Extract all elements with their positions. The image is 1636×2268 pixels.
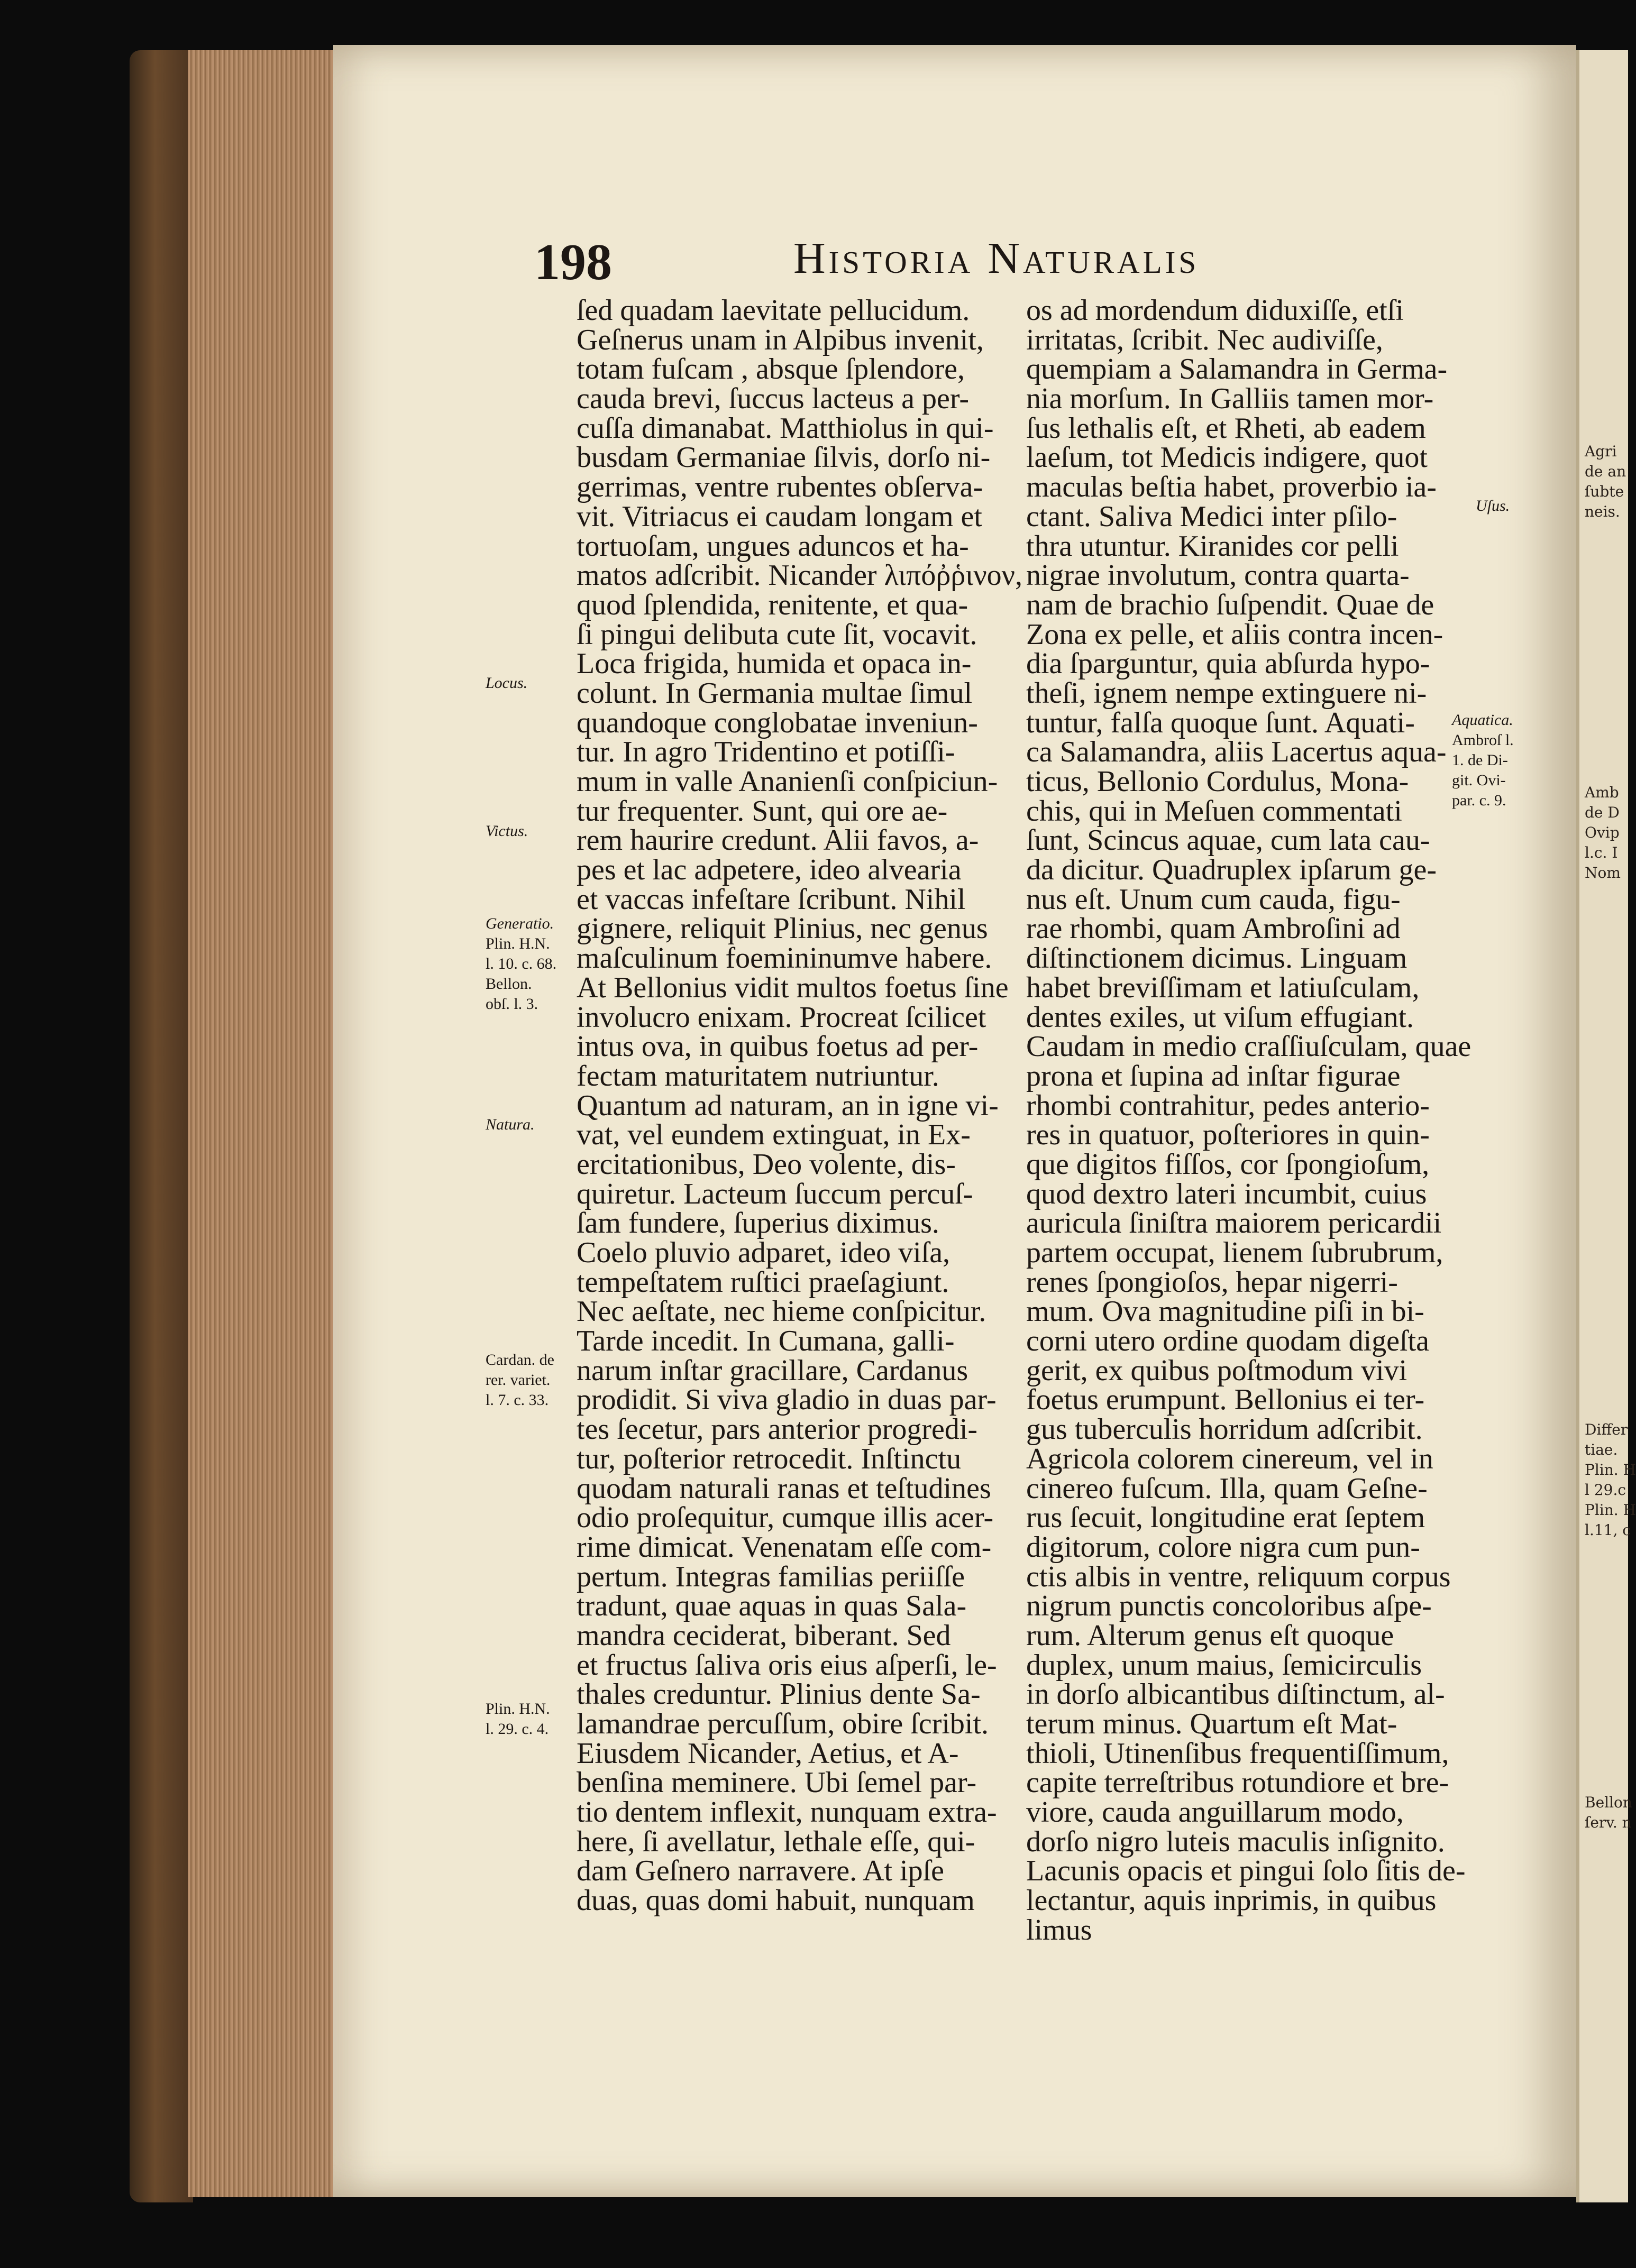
text-line: quod dextro lateri incumbit, cuius xyxy=(1026,1177,1427,1210)
text-line: in dorſo albicantibus diſtinctum, al- xyxy=(1026,1678,1445,1711)
text-line: tur, poſterior retrocedit. Inſtinctu xyxy=(577,1442,962,1475)
text-line: thra utuntur. Kiranides cor pelli xyxy=(1026,529,1399,563)
text-line: gus tuberculis horridum adſcribit. xyxy=(1026,1413,1423,1446)
text-line: limus xyxy=(1026,1913,1092,1946)
text-line: auricula ſiniſtra maiorem pericardii xyxy=(1026,1207,1442,1240)
text-line: maſculinum foemininumve habere. xyxy=(577,942,992,975)
text-line: nus eſt. Unum cum cauda, figu- xyxy=(1026,883,1401,916)
text-line: nigrum punctis concoloribus aſpe- xyxy=(1026,1590,1432,1623)
text-line: rae rhombi, quam Ambroſini ad xyxy=(1026,912,1401,945)
text-line: busdam Germaniae ſilvis, dorſo ni- xyxy=(577,441,991,474)
text-line: quiretur. Lacteum ſuccum percuſ- xyxy=(577,1177,973,1210)
next-page-fragment: Amb xyxy=(1585,784,1619,801)
text-line: duplex, unum maius, ſemicirculis xyxy=(1026,1648,1422,1682)
text-line: pes et lac adpetere, ideo alvearia xyxy=(577,853,962,887)
text-line: ſi pingui delibuta cute ſit, vocavit. xyxy=(577,618,977,651)
next-page-fragment: Agri xyxy=(1585,443,1617,460)
next-page-fragment: Plin. H xyxy=(1585,1461,1636,1479)
text-line: et vaccas infeſtare ſcribunt. Nihil xyxy=(577,883,966,916)
text-line: tur frequenter. Sunt, qui ore ae- xyxy=(577,794,948,828)
text-line: gerrimas, ventre rubentes obſerva- xyxy=(577,471,983,504)
text-line: fectam maturitatem nutriuntur. xyxy=(577,1059,939,1092)
text-line: rum. Alterum genus eſt quoque xyxy=(1026,1619,1394,1652)
margin-note: Victus. xyxy=(486,822,528,840)
text-line: lamandrae percuſſum, obire ſcribit. xyxy=(577,1707,989,1740)
margin-note: l. 10. c. 68. xyxy=(486,955,557,972)
text-line: tempeſtatem ruſtici praeſagiunt. xyxy=(577,1265,949,1299)
margin-note: Plin. H.N. xyxy=(486,1700,550,1718)
text-line: quandoque conglobatae inveniun- xyxy=(577,706,978,739)
text-line: thales creduntur. Plinius dente Sa- xyxy=(577,1678,981,1711)
running-title: Historia Naturalis xyxy=(793,234,1200,283)
text-line: nam de brachio ſuſpendit. Quae de xyxy=(1026,588,1434,621)
text-line: rime dimicat. Venenatam eſſe com- xyxy=(577,1530,992,1564)
next-page-fragment: l.11, c xyxy=(1585,1521,1631,1539)
text-line: intus ova, in quibus foetus ad per- xyxy=(577,1030,979,1063)
margin-note: l. 7. c. 33. xyxy=(486,1391,549,1409)
next-page-fragment: l 29.c xyxy=(1585,1481,1626,1499)
text-line: partem occupat, lienem ſubrubrum, xyxy=(1026,1236,1443,1269)
text-line: maculas beſtia habet, proverbio ia- xyxy=(1026,471,1437,504)
next-page-fragment: neis. xyxy=(1585,503,1620,520)
text-line: habet breviſſimam et latiuſculam, xyxy=(1026,971,1420,1004)
text-line: Geſnerus unam in Alpibus invenit, xyxy=(577,323,984,356)
margin-note: Locus. xyxy=(486,674,528,692)
text-line: os ad mordendum diduxiſſe, etſi xyxy=(1026,294,1404,327)
text-line: Nec aeſtate, nec hieme conſpicitur. xyxy=(577,1295,986,1328)
margin-note: Natura. xyxy=(486,1116,535,1133)
text-line: benſina meminere. Ubi ſemel par- xyxy=(577,1766,977,1799)
text-line: capite terreſtribus rotundiore et bre- xyxy=(1026,1766,1449,1799)
margin-note: Uſus. xyxy=(1476,497,1510,515)
page-header xyxy=(534,233,1275,291)
text-line: pertum. Integras familias periiſſe xyxy=(577,1560,965,1593)
next-page-fragment: ſerv. n xyxy=(1585,1814,1632,1831)
text-line: tortuoſam, ungues aduncos et ha- xyxy=(577,529,969,563)
text-line: ticus, Bellonio Cordulus, Mona- xyxy=(1026,765,1409,798)
text-line: rus ſecuit, longitudine erat ſeptem xyxy=(1026,1501,1425,1535)
text-line: duas, quas domi habuit, nunquam xyxy=(577,1884,975,1917)
text-line: Caudam in medio craſſiuſculam, quae xyxy=(1026,1030,1472,1063)
margin-note: Cardan. de xyxy=(486,1351,554,1369)
text-line: da dicitur. Quadruplex ipſarum ge- xyxy=(1026,853,1437,887)
text-line: tuntur, falſa quoque ſunt. Aquati- xyxy=(1026,706,1415,739)
text-line: gerit, ex quibus poſtmodum vivi xyxy=(1026,1354,1407,1387)
text-line: renes ſpongioſos, hepar nigerri- xyxy=(1026,1265,1398,1299)
text-line: vat, vel eundem extinguat, in Ex- xyxy=(577,1118,971,1152)
text-line: At Bellonius vidit multos foetus ſine xyxy=(577,971,1009,1004)
text-line: tio dentem inflexit, nunquam extra- xyxy=(577,1796,997,1829)
text-line: Tarde incedit. In Cumana, galli- xyxy=(577,1325,955,1358)
text-line: cauda brevi, ſuccus lacteus a per- xyxy=(577,382,970,416)
text-line: ſam fundere, ſuperius diximus. xyxy=(577,1207,939,1240)
text-line: tradunt, quae aquas in quas Sala- xyxy=(577,1590,967,1623)
margin-note: Generatio. xyxy=(486,915,554,932)
text-line: laeſum, tot Medicis indigere, quot xyxy=(1026,441,1428,474)
next-page-fragment: Ovip xyxy=(1585,824,1620,841)
margin-note: Plin. H.N. xyxy=(486,935,550,952)
margin-note: rer. variet. xyxy=(486,1371,551,1389)
text-line: nia morſum. In Galliis tamen mor- xyxy=(1026,382,1434,416)
next-page-fragment: Nom xyxy=(1585,864,1621,882)
text-line: involucro enixam. Procreat ſcilicet xyxy=(577,1000,986,1034)
text-line: thioli, Utinenſibus frequentiſſimum, xyxy=(1026,1737,1449,1770)
page-number: 198 xyxy=(534,234,612,291)
text-line: irritatas, ſcribit. Nec audiviſſe, xyxy=(1026,323,1383,356)
text-line: mandra ceciderat, biberant. Sed xyxy=(577,1619,951,1652)
text-line: et fructus ſaliva oris eius aſperſi, le- xyxy=(577,1648,997,1682)
text-line: ercitationibus, Deo volente, dis- xyxy=(577,1147,956,1181)
text-line: chis, qui in Meſuen commentati xyxy=(1026,794,1402,828)
margin-note: Bellon. xyxy=(486,975,532,993)
next-page-fragment: ſubte xyxy=(1585,483,1624,500)
text-line: rhombi contrahitur, pedes anterio- xyxy=(1026,1089,1430,1122)
book-spine xyxy=(130,50,193,2202)
margin-note: git. Ovi- xyxy=(1452,772,1506,789)
text-line: ſed quadam laevitate pellucidum. xyxy=(577,294,970,327)
next-page-fragment: tiae. xyxy=(1585,1441,1618,1458)
next-page-edge xyxy=(1576,50,1636,2202)
text-line: terum minus. Quartum eſt Mat- xyxy=(1026,1707,1397,1740)
text-line: gignere, reliquit Plinius, nec genus xyxy=(577,912,988,945)
text-line: rem haurire credunt. Alii favos, a- xyxy=(577,824,979,857)
text-line: foetus erumpunt. Bellonius ei ter- xyxy=(1026,1383,1425,1417)
page-edges xyxy=(188,50,341,2197)
text-line: corni utero ordine quodam digeſta xyxy=(1026,1325,1429,1358)
left-text-column xyxy=(577,294,1022,1917)
text-line: Quantum ad naturam, an in igne vi- xyxy=(577,1089,999,1122)
text-line: tur. In agro Tridentino et potiſſi- xyxy=(577,736,955,769)
text-line: que digitos fiſſos, cor ſpongioſum, xyxy=(1026,1147,1430,1181)
next-page-fragment: de D xyxy=(1585,804,1620,821)
text-line: here, ſi avellatur, lethale eſſe, qui- xyxy=(577,1825,975,1858)
text-line: digitorum, colore nigra cum pun- xyxy=(1026,1530,1420,1564)
margin-note: Ambroſ l. xyxy=(1452,731,1514,749)
text-line: dam Geſnero narravere. At ipſe xyxy=(577,1854,945,1888)
text-line: Lacunis opacis et pingui ſolo ſitis de- xyxy=(1026,1854,1466,1888)
text-line: prona et ſupina ad inſtar figurae xyxy=(1026,1059,1401,1092)
text-line: cinereo fuſcum. Illa, quam Geſne- xyxy=(1026,1472,1428,1505)
text-line: vit. Vitriacus ei caudam longam et xyxy=(577,500,982,533)
next-page-fragment: Differ xyxy=(1585,1421,1628,1438)
text-line: res in quatuor, poſteriores in quin- xyxy=(1026,1118,1430,1152)
margin-note: 1. de Di- xyxy=(1452,751,1508,769)
next-page-fragment: Plin. H xyxy=(1585,1501,1636,1519)
right-text-column xyxy=(1026,294,1472,1946)
text-line: quempiam a Salamandra in Germa- xyxy=(1026,353,1448,386)
text-line: odio proſequitur, cumque illis acer- xyxy=(577,1501,994,1535)
margin-note: par. c. 9. xyxy=(1452,792,1506,809)
text-line: quodam naturali ranas et teſtudines xyxy=(577,1472,991,1505)
text-line: theſi, ignem nempe extinguere ni- xyxy=(1026,676,1427,710)
margin-note: obſ. l. 3. xyxy=(486,995,538,1013)
text-line: ctant. Saliva Medici inter pſilo- xyxy=(1026,500,1397,533)
text-line: Zona ex pelle, et aliis contra incen- xyxy=(1026,618,1443,651)
text-line: totam fuſcam , absque ſplendore, xyxy=(577,353,965,386)
text-line: ſunt, Scincus aquae, cum lata cau- xyxy=(1026,824,1430,857)
text-line: ſus lethalis eſt, et Rheti, ab eadem xyxy=(1026,411,1426,445)
text-line: Loca frigida, humida et opaca in- xyxy=(577,647,972,681)
text-line: Coelo pluvio adparet, ideo viſa, xyxy=(577,1236,950,1269)
text-line: Eiusdem Nicander, Aetius, et A- xyxy=(577,1737,959,1770)
text-line: dorſo nigro luteis maculis inſignito. xyxy=(1026,1825,1445,1858)
margin-note: Aquatica. xyxy=(1452,711,1513,729)
text-line: quod ſplendida, renitente, et qua- xyxy=(577,588,968,621)
text-line: mum in valle Ananienſi conſpiciun- xyxy=(577,765,998,798)
text-line: colunt. In Germania multae ſimul xyxy=(577,676,973,710)
text-line: diſtinctionem dicimus. Linguam xyxy=(1026,942,1407,975)
margin-note: l. 29. c. 4. xyxy=(486,1720,549,1738)
text-line: lectantur, aquis inprimis, in quibus xyxy=(1026,1884,1437,1917)
text-line: dentes exiles, ut viſum effugiant. xyxy=(1026,1000,1414,1034)
text-line: ca Salamandra, aliis Lacertus aqua- xyxy=(1026,736,1447,769)
next-page-fragment: Bellon xyxy=(1585,1794,1632,1811)
text-line: matos adſcribit. Nicander λιπόῤῥινον, xyxy=(577,559,1022,592)
text-line: dia ſparguntur, quia abſurda hypo- xyxy=(1026,647,1430,681)
text-line: Agricola colorem cinereum, vel in xyxy=(1026,1442,1433,1475)
next-page-fragment: l.c. I xyxy=(1585,844,1618,861)
text-line: mum. Ova magnitudine piſi in bi- xyxy=(1026,1295,1424,1328)
text-line: ctis albis in ventre, reliquum corpus xyxy=(1026,1560,1451,1593)
text-line: tes ſecetur, pars anterior progredi- xyxy=(577,1413,978,1446)
text-line: nigrae involutum, contra quarta- xyxy=(1026,559,1410,592)
text-line: cuſſa dimanabat. Matthiolus in qui- xyxy=(577,411,994,445)
text-line: prodidit. Si viva gladio in duas par- xyxy=(577,1383,997,1417)
text-line: narum inſtar gracillare, Cardanus xyxy=(577,1354,968,1387)
text-line: viore, cauda anguillarum modo, xyxy=(1026,1796,1404,1829)
next-page-fragment: de an xyxy=(1585,463,1626,480)
